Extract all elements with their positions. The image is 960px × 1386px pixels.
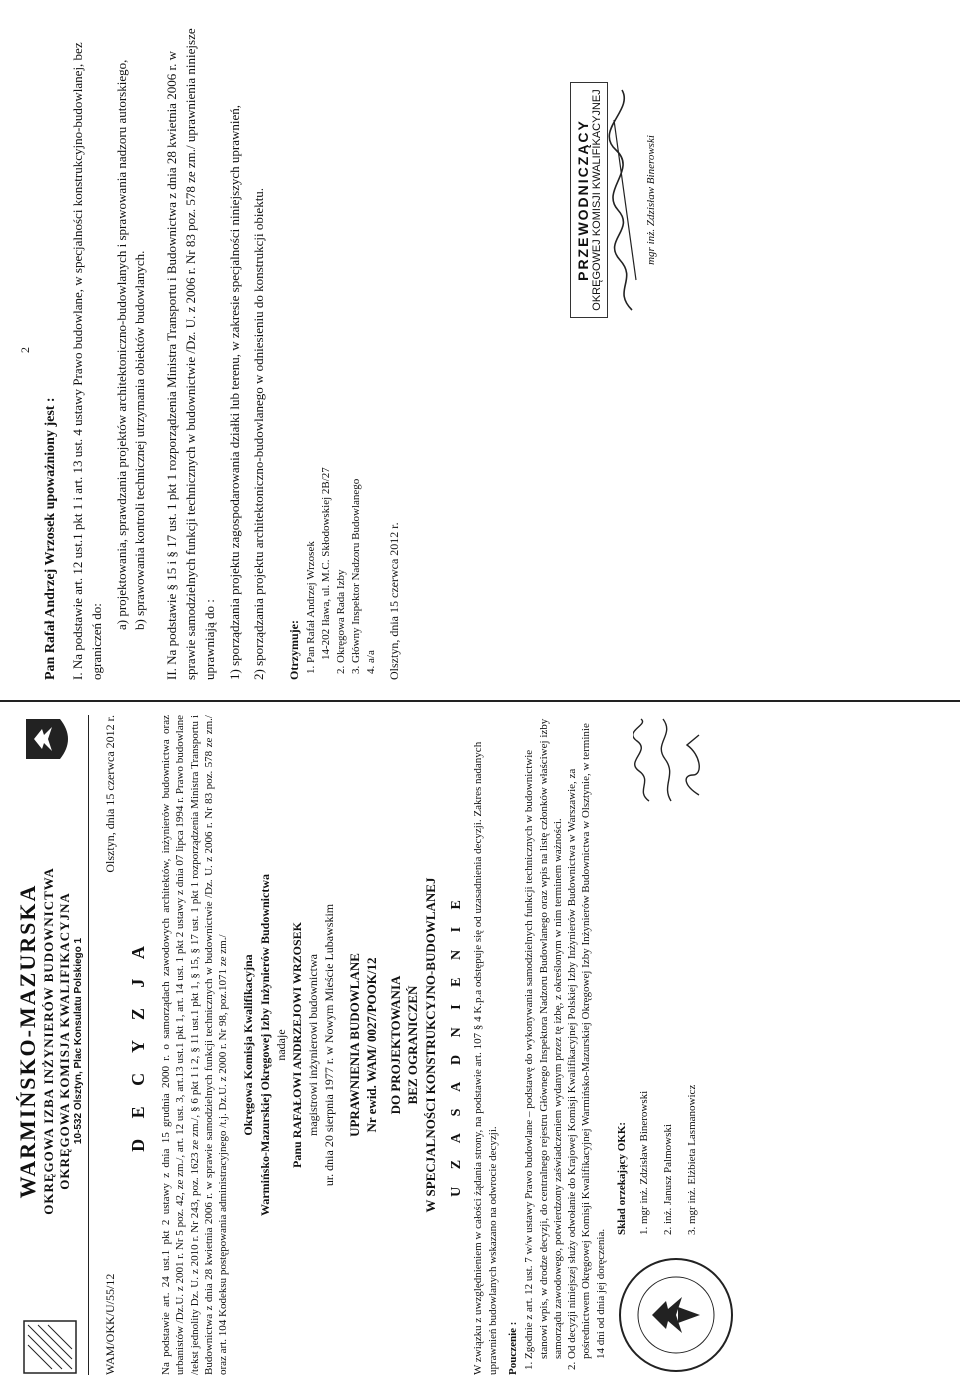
chairman-signature-block <box>570 60 657 340</box>
decision-date: Olsztyn, dnia 15 czerwca 2012 r. <box>103 715 117 873</box>
permissions-number: Nr ewid. WAM/ 0027/POOK/12 <box>364 957 380 1133</box>
scope-line-3: W SPECJALNOŚCI KONSTRUKCYJNO-BUDOWLANEJ <box>422 877 438 1213</box>
recipient-1-address: 14-202 Iława, ul. M.C. Skłodowskiej 2B/27 <box>320 467 333 660</box>
instruction-1: 1. Zgodnie z art. 12 ust. 7 w/w ustawy Prawo budowlane – podstawę do wykonywania samodzielnych funkcji technicznych w budownictwie stanowi wpis, w drodze decyzji, do centralnego rejestru Głównego Inspektora Nadzoru Budowlanego oraz wpis na listę członków właściwej izby samorządu zawodowego, potwierdzony zaświadczeniem wydanym przez tę izbę, z określonym w nim terminem ważności. <box>522 715 565 1359</box>
verdict-block <box>346 715 440 1375</box>
panel-block <box>616 715 704 1235</box>
section-one: I. Na podstawie art. 12 ust.1 pkt 1 i art. 13 ust. 4 ustawy Prawo budowlane, w specjalności konstrukcyjno-budowlanej, bez ograniczeń do: <box>70 42 104 680</box>
section-one-b: b) sprawowania kontroli technicznej utrzymania obiektów budowlanych. <box>131 250 147 630</box>
panel-member-3: 3. mgr inż. Elżbieta Lasmanowicz <box>686 1084 699 1235</box>
commission-block <box>240 715 337 1375</box>
decision-title: D E C Y Z J A <box>128 938 148 1152</box>
chairman-stamp <box>570 82 608 317</box>
panel-member <box>656 715 680 1235</box>
page-two-date: Olsztyn, dnia 15 czerwca 2012 r. <box>386 522 401 680</box>
legal-basis: Na podstawie art. 24 ust.1 pkt 2 ustawy z dnia 15 grudnia 2000 r. o samorządach zawodowych architektów, inżynierów budownictwa oraz urbanistów /Dz.U. z 2001 r. Nr 5 poz. 42, ze zm./, art. 12 ust. 3, art.13 ust.1 pkt 1, art. 14 ust. 1 pkt 2 ustawy z dnia 07 lipca 1994 r. Prawo budowlane /tekst jednolity Dz. U. z 2010 r. Nr 243, poz. 1623 ze zm./, § 6 pkt 1 i 2, § 11 ust.1 pkt 1, § 15, § 17 ust. 1 pkt 1 rozporządzenia Ministra Transportu i Budownictwa z dnia 28 kwietnia 2006 r. w sprawie samodzielnych funkcji technicznych w budownictwie /Dz. U. z 2006 r. Nr 83 poz. 578 ze zm./ oraz art. 104 Kodeksu postępowania administracyjnego /t.j. Dz.U. z 2000 r. Nr 98, poz.1071 ze zm./ <box>160 715 230 1375</box>
section-two-2: 2) sporządzania projektu architektoniczno-budowlanego w odniesieniu do konstrukcji obiektu. <box>251 187 267 680</box>
eagle-emblem-icon <box>22 715 78 763</box>
panel-member <box>632 715 656 1235</box>
page-two <box>10 20 950 680</box>
member-signature-icon <box>633 715 655 805</box>
justification-text: W związku z uwzględnieniem w całości żądania strony, na podstawie art. 107 § 4 K.p.a odstępuje się od uzasadnienia decyzji. Zakres nadanych uprawnień budowlanych wskazano na odwrocie decyzji. <box>472 741 499 1375</box>
panel-member-2: 2. inż. Janusz Palmowski <box>662 1124 675 1235</box>
signature-row <box>616 715 736 1375</box>
scope-line-1: DO PROJEKTOWANIA <box>387 975 403 1115</box>
recipients-list <box>304 20 378 674</box>
recipient-3: 3. Główny Inspektor Nadzoru Budowlanego <box>349 478 362 674</box>
reference-number: WAM/OKK/U/55/12 <box>103 1273 117 1375</box>
member-signature-icon <box>657 715 679 805</box>
organization-address: 10-532 Olsztyn, Plac Konsulatu Polskiego 1 <box>73 937 84 1145</box>
permissions-title: UPRAWNIENIA BUDOWLANE <box>346 953 362 1137</box>
reference-row <box>103 715 118 1375</box>
chamber-logo-icon <box>22 1319 78 1375</box>
recipient-degree: magistrowi inżynierowi budownictwa <box>306 954 321 1136</box>
organization-block <box>15 777 84 1305</box>
page-one <box>15 715 945 1375</box>
organization-name: WARMIŃSKO-MAZURSKA <box>15 883 40 1199</box>
instruction-block <box>506 715 608 1375</box>
recipient-2: 2. Okręgowa Rada Izby <box>334 569 347 674</box>
section-two-1: 1) sporządzania projektu zagospodarowania działki lub terenu, w zakresie specjalności niniejszych uprawnień, <box>226 104 242 680</box>
grants-word: nadaje <box>273 1029 288 1061</box>
section-two: II. Na podstawie § 15 i § 17 ust. 1 pkt 1 rozporządzenia Ministra Transportu i Budownictwa z dnia 28 kwietnia 2006 r. w sprawie samodzielnych funkcji technicznych w budownictwie /Dz. U. z 2006 r. Nr 83 poz. 578 ze zm./ uprawnienia niniejsze uprawniają do : <box>164 28 217 680</box>
stamp-name: mgr inż. Zdzisław Binerowski <box>645 135 657 265</box>
page-number: 2 <box>18 347 32 353</box>
commission-name: Okręgowa Komisja Kwalifikacyjna <box>241 954 256 1136</box>
section-one-a: a) projektowania, sprawdzania projektów architektoniczno-budowlanych i sprawowania nadzoru autorskiego, <box>113 59 129 630</box>
panel-member <box>680 715 704 1235</box>
recipient-birth: ur. dnia 20 sierpnia 1977 r. w Nowym Mieście Lubawskim <box>322 903 337 1187</box>
page-divider <box>0 700 960 702</box>
recipient-4: 4. a/a <box>364 650 377 674</box>
letterhead <box>15 715 89 1375</box>
stamp-title: PRZEWODNICZĄCY <box>575 119 591 281</box>
instruction-2: 2. Od decyzji niniejszej służy odwołanie do Krajowej Komisji Kwalifikacyjnej Polskiej Izby Inżynierów Budownictwa w Warszawie, za pośrednictwem Okręgowej Komisji Kwalifikacyjnej Warmińsko-Mazurskiej Okręgowej Izby Inżynierów Budownictwa w Olsztynie, w terminie 14 dni od dnia jej doręczenia. <box>565 715 608 1359</box>
chamber-seal-icon <box>616 1255 736 1375</box>
instruction-heading: Pouczenie : <box>506 1321 519 1375</box>
authorization-lead: Pan Rafał Andrzej Wrzosek upoważniony jest : <box>43 397 58 680</box>
organization-line-3: OKRĘGOWA KOMISJA KWALIFIKACYJNA <box>57 892 72 1190</box>
member-signature-icon <box>681 715 703 805</box>
recipient-name: Panu RAFAŁOWI ANDRZEJOWI WRZOSEK <box>290 922 305 1168</box>
scope-line-2: BEZ OGRANICZEŃ <box>405 985 421 1105</box>
handwritten-signature <box>608 80 642 320</box>
commission-chamber: Warmińsko-Mazurskiej Okręgowej Izby Inżynierów Budownictwa <box>257 874 272 1216</box>
organization-line-2: OKRĘGOWA IZBA INŻYNIERÓW BUDOWNICTWA <box>41 867 56 1215</box>
stamp-subtitle: OKRĘGOWEJ KOMISJI KWALIFIKACYJNEJ <box>591 89 603 311</box>
panel-member-1: 1. mgr inż. Zdzisław Binerowski <box>638 1090 651 1235</box>
justification-title: U Z A S A D N I E N I E <box>449 893 465 1197</box>
recipient-1: 1. Pan Rafał Andrzej Wrzosek <box>305 541 318 674</box>
recipients-heading: Otrzymuje: <box>287 620 302 680</box>
panel-heading: Skład orzekający OKK: <box>616 1121 629 1235</box>
